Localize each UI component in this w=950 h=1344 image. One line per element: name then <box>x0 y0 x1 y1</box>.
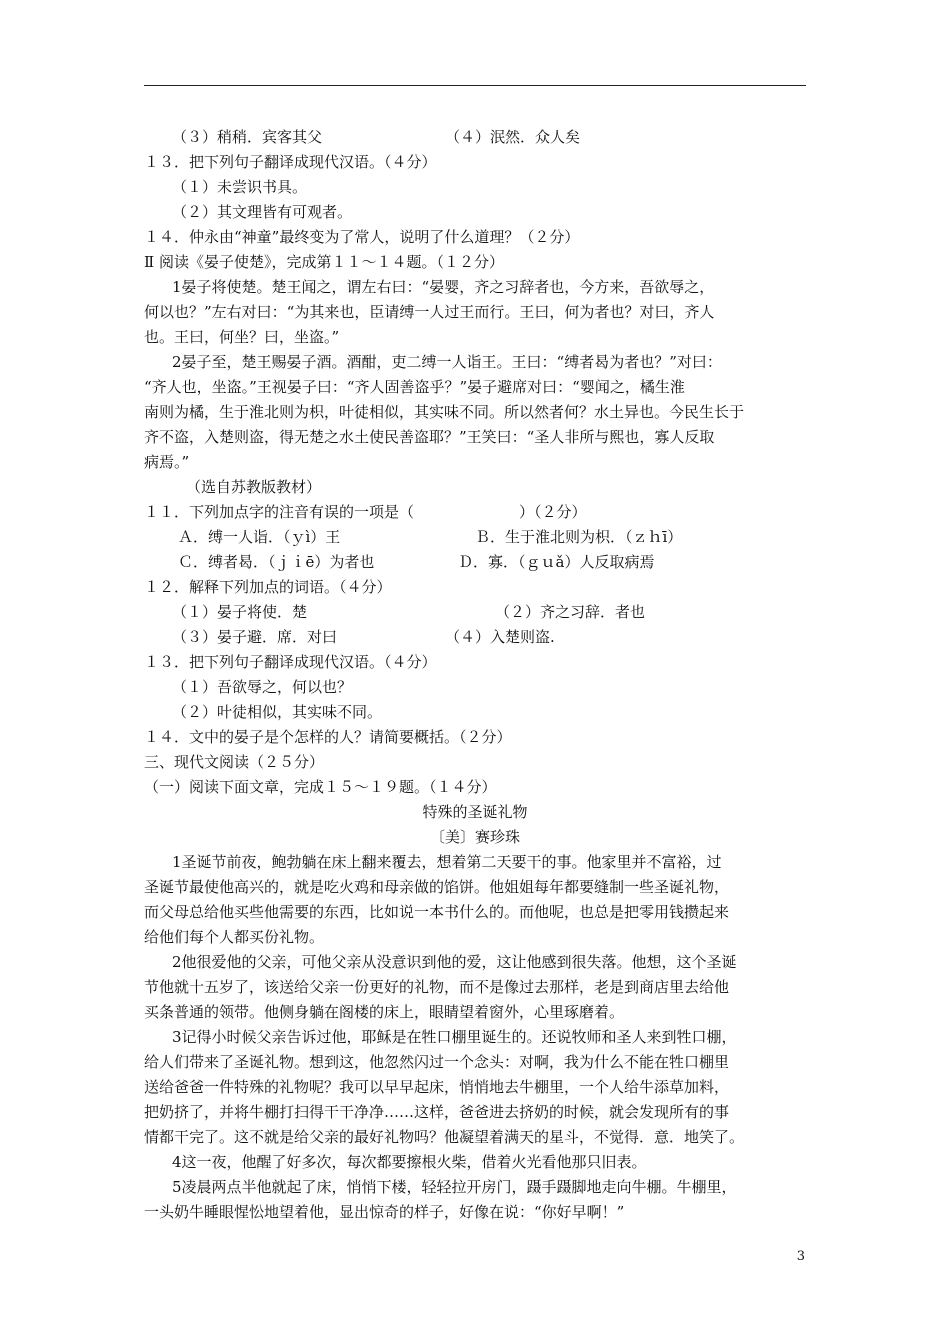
question-heading: １２．解释下列加点的词语。（４分） <box>144 578 392 596</box>
question-item: （１）未尝识书具。 <box>172 178 308 196</box>
question-item: （２）叶徒相似，其实味不同。 <box>172 703 383 721</box>
passage-line: 4这一夜，他醒了好多次，每次都要擦根火柴，借着火光看他那只旧表。 <box>172 1153 647 1171</box>
passage-line: 节他就十五岁了，该送给父亲一份更好的礼物，而不是像过去那样，老是到商店里去给他 <box>144 978 730 996</box>
page-number: 3 <box>796 1249 805 1264</box>
question-heading: １４．仲永由“神童”最终变为了常人，说明了什么道理？（２分） <box>144 228 580 246</box>
section-heading: （一）阅读下面文章，完成１５～１９题。（１４分） <box>144 778 497 796</box>
passage-line: 买条普通的领带。他侧身躺在阁楼的床上，眼睛望着窗外，心里琢磨着。 <box>144 1003 625 1021</box>
passage-line: 2他很爱他的父亲，可他父亲从没意识到他的爱，这让他感到很失落。他想，这个圣诞 <box>172 953 737 971</box>
choice-d: Ｄ．寡．（ｇｕǎ）人反取病焉 <box>458 553 655 571</box>
passage-line: 1圣诞节前夜，鲍勃躺在床上翻来覆去，想着第二天要干的事。他家里并不富裕，过 <box>172 853 722 871</box>
passage-line: 病焉。” <box>144 453 190 471</box>
passage-line: 圣诞节最使他高兴的，就是吃火鸡和母亲做的馅饼。他姐姐每年都要缝制一些圣诞礼物， <box>144 878 730 896</box>
passage-line: 而父母总给他买些他需要的东西，比如说一本书什么的。而他呢，也总是把零用钱攒起来 <box>144 903 730 921</box>
question-heading: １４．文中的晏子是个怎样的人？请简要概括。（２分） <box>144 728 512 746</box>
question-item: （１）晏子将使．楚 <box>172 603 308 621</box>
section-heading: 三、现代文阅读（２５分） <box>144 753 325 771</box>
passage-line: 2晏子至，楚王赐晏子酒。酒酣，吏二缚一人诣王。王曰：“缚者曷为者也？”对曰： <box>172 353 722 371</box>
choice-b: Ｂ．生于淮北则为枳．（ｚｈī） <box>475 528 683 546</box>
passage-line: 情都干完了。这不就是给父亲的最好礼物吗？他凝望着满天的星斗，不觉得．意．地笑了。 <box>144 1128 745 1146</box>
passage-line: 给他们每个人都买份礼物。 <box>144 928 325 946</box>
passage-line: 3记得小时候父亲告诉过他，耶稣是在牲口棚里诞生的。还说牧师和圣人来到牲口棚， <box>172 1028 737 1046</box>
passage-line: 一头奶牛睡眼惺忪地望着他，显出惊奇的样子，好像在说：“你好早啊！” <box>144 1203 625 1221</box>
passage-line: “齐人也，坐盗。”王视晏子曰：“齐人固善盗乎？”晏子避席对曰：“婴闻之，橘生淮 <box>144 378 685 396</box>
question-heading: １３．把下列句子翻译成现代汉语。（４分） <box>144 653 437 671</box>
question-heading: １３．把下列句子翻译成现代汉语。（４分） <box>144 153 437 171</box>
passage-line: 把奶挤了，并将牛棚打扫得干干净净……这样，爸爸进去挤奶的时候，就会发现所有的事 <box>144 1103 730 1121</box>
article-title: 特殊的圣诞礼物 <box>422 803 528 821</box>
question-item: （３）稍稍．宾客其父 <box>172 128 323 146</box>
passage-line: 5凌晨两点半他就起了床，悄悄下楼，轻轻拉开房门，蹑手蹑脚地走向牛棚。牛棚里， <box>172 1178 737 1196</box>
question-item: （２）其文理皆有可观者。 <box>172 203 353 221</box>
article-author: 〔美〕赛珍珠 <box>429 828 520 846</box>
choice-a: Ａ．缚一人诣．（ｙì）王 <box>178 528 341 546</box>
passage-line: 1晏子将使楚。楚王闻之，谓左右曰：“晏婴，齐之习辞者也，今方来，吾欲辱之， <box>172 278 715 296</box>
passage-line: 也。王曰，何坐？曰，坐盗。” <box>144 328 340 346</box>
passage-line: 送给爸爸一件特殊的礼物呢？我可以早早起床，悄悄地去牛棚里，一个人给牛添草加料， <box>144 1078 730 1096</box>
header-rule <box>144 85 806 86</box>
question-item: （４）泯然．众人矣 <box>445 128 581 146</box>
passage-line: 给人们带来了圣诞礼物。想到这，他忽然闪过一个念头：对啊，我为什么不能在牲口棚里 <box>144 1053 730 1071</box>
question-item: （４）入楚则盗. <box>445 628 555 646</box>
passage-line: 齐不盗，入楚则盗，得无楚之水土使民善盗耶？”王笑曰：“圣人非所与熙也，寡人反取 <box>144 428 715 446</box>
section-heading: Ⅱ 阅读《晏子使楚》，完成第１１～１４题。（１２分） <box>144 253 504 271</box>
choice-c: Ｃ．缚者曷．（ｊｉē）为者也 <box>178 553 375 571</box>
passage-line: 南则为橘，生于淮北则为枳，叶徒相似，其实味不同。所以然者何？水土异也。今民生长于 <box>144 403 745 421</box>
question-heading: １１．下列加点字的注音有误的一项是（ ）（２分） <box>144 503 587 521</box>
question-item: （２）齐之习辞．者也 <box>495 603 646 621</box>
question-item: （１）吾欲辱之，何以也？ <box>172 678 353 696</box>
source-note: （选自苏教版教材） <box>186 478 322 496</box>
question-item: （３）晏子避．席．对曰 <box>172 628 338 646</box>
passage-line: 何以也？”左右对曰：“为其来也，臣请缚一人过王而行。王曰，何为者也？对曰，齐人 <box>144 303 715 321</box>
